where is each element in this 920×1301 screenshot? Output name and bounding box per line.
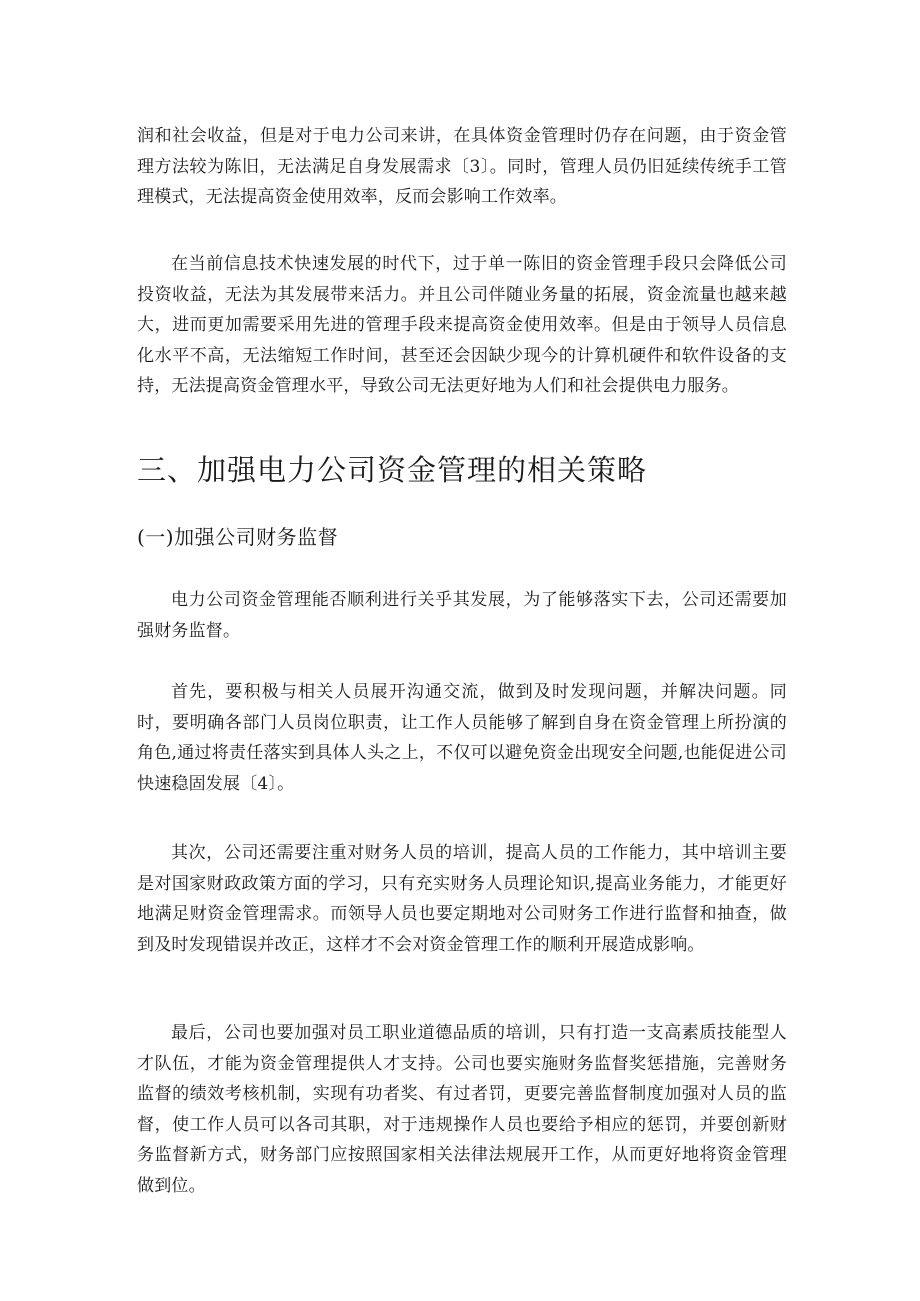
- paragraph-last: 最后，公司也要加强对员工职业道德品质的培训，只有打造一支高素质技能型人才队伍，才能为资金管理提供人才支持。公司也要实施财务监督奖惩措施，完善财务监督的绩效考核机制，实现有功者奖、有过者罚，更要完善监督制度加强对人员的监督，使工作人员可以各司其职，对于违规操作人员也要给予相应的惩罚，并要创新财务监督新方式，财务部门应按照国家相关法律法规展开工作，从而更好地将资金管理做到位。: [137, 1023, 787, 1196]
- paragraph-information-age: 在当前信息技术快速发展的时代下，过于单一陈旧的资金管理手段只会降低公司投资收益，无法为其发展带来活力。并且公司伴随业务量的拓展，资金流量也越来越大，进而更加需要采用先进的管理手段来提高资金使用效率。但是由于领导人员信息化水平不高，无法缩短工作时间，甚至还会因缺少现今的计算机硬件和软件设备的支持，无法提高资金管理水平，导致公司无法更好地为人们和社会提供电力服务。: [137, 254, 787, 396]
- paragraph-continuation: 润和社会收益，但是对于电力公司来讲，在具体资金管理时仍存在问题，由于资金管理方法较为陈旧，无法满足自身发展需求〔3〕。同时，管理人员仍旧延续传统手工管理模式，无法提高资金使用效率，反而会影响工作效率。: [137, 126, 787, 207]
- paragraph-second: 其次，公司还需要注重对财务人员的培训，提高人员的工作能力，其中培训主要是对国家财政政策方面的学习，只有充实财务人员理论知识,提高业务能力，才能更好地满足财资金管理需求。而领导人员也要定期地对公司财务工作进行监督和抽查，做到及时发现错误并改正，这样才不会对资金管理工作的顺利开展造成影响。: [137, 843, 787, 955]
- paragraph-first: 首先，要积极与相关人员展开沟通交流，做到及时发现问题，并解决问题。同时，要明确各部门人员岗位职责，让工作人员能够了解到自身在资金管理上所扮演的角色,通过将责任落实到具体人头之上，不仅可以避免资金出现安全问题,也能促进公司快速稳固发展〔4〕。: [137, 682, 787, 794]
- subsection-heading: (一)加强公司财务监督: [137, 525, 339, 549]
- section-heading: 三、加强电力公司资金管理的相关策略: [137, 453, 648, 487]
- paragraph-intro-supervision: 电力公司资金管理能否顺利进行关乎其发展，为了能够落实下去，公司还需要加强财务监督。: [137, 590, 787, 641]
